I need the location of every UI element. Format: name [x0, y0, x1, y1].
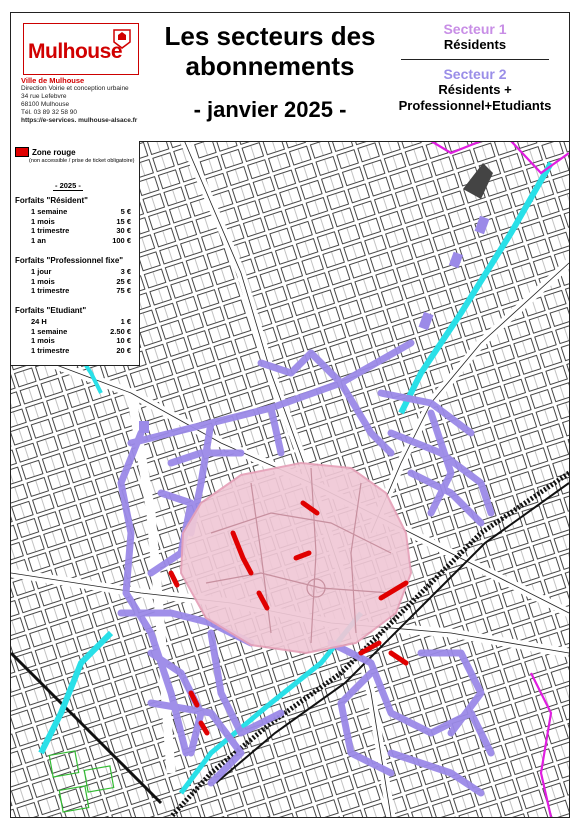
price-value: 3 € [120, 267, 131, 276]
tariff-year: - 2025 - [55, 181, 81, 190]
group-title: Forfaits "Professionnel fixe" [15, 256, 124, 265]
price-label: 1 mois [31, 216, 55, 226]
group-title: Forfaits "Etudiant" [15, 306, 87, 315]
forfaits-etudiant [15, 306, 135, 355]
city-emblem-icon [112, 28, 132, 50]
org-name: Ville de Mulhouse [21, 76, 85, 85]
sector-divider [401, 59, 549, 60]
org-street: 34 rue Lefebvre [21, 93, 67, 100]
price-row [15, 327, 135, 337]
mulhouse-logo [23, 23, 139, 75]
org-tel: Tél. 03 89 32 58 90 [21, 109, 78, 116]
pricing-legend [11, 141, 140, 366]
price-row [15, 336, 135, 346]
price-row [15, 236, 135, 246]
price-row [15, 346, 135, 356]
map-frame [10, 12, 570, 818]
price-value: 30 € [116, 226, 131, 235]
secteur-2-desc-line-2: Professionnel+Etudiants [398, 98, 552, 113]
price-value: 75 € [116, 286, 131, 295]
price-label: 1 trimestre [31, 345, 70, 355]
forfaits-resident [15, 196, 135, 245]
secteur-1-desc: Résidents [443, 37, 507, 52]
price-value: 25 € [116, 276, 131, 286]
price-value: 100 € [112, 235, 131, 245]
zone-rouge-legend [15, 147, 134, 164]
price-label: 1 an [31, 235, 47, 245]
logo-text: Mulhouse [28, 40, 122, 63]
zone-rouge-label: Zone rouge [32, 147, 76, 157]
price-row [15, 286, 135, 296]
price-value: 2.50 € [110, 326, 131, 336]
title-line-2: abonnements [185, 51, 355, 81]
price-row [15, 317, 135, 327]
group-title: Forfaits "Résident" [15, 196, 88, 205]
sector-legend [383, 21, 567, 114]
price-label: 1 semaine [31, 207, 68, 216]
org-city: 68100 Mulhouse [21, 101, 70, 108]
price-label: 1 trimestre [31, 286, 70, 295]
price-value: 10 € [116, 336, 131, 345]
organisation-info [21, 77, 137, 125]
price-label: 1 trimestre [31, 226, 70, 235]
zone-rouge-note: (non accessible / prise de ticket obligatoire) [29, 158, 135, 165]
secteur-2-name: Secteur 2 [443, 66, 507, 82]
price-value: 5 € [120, 207, 131, 216]
price-label: 1 jour [31, 267, 52, 276]
price-value: 1 € [120, 317, 131, 326]
price-label: 1 mois [31, 336, 55, 345]
price-row [15, 277, 135, 287]
org-website-link[interactable]: https://e-services. mulhouse-alsace.fr [21, 117, 138, 124]
price-label: 1 mois [31, 276, 55, 286]
price-row [15, 267, 135, 277]
date-subtitle: - janvier 2025 - [193, 97, 347, 122]
price-label: 1 semaine [31, 326, 68, 336]
zone-rouge-swatch [15, 147, 29, 157]
page-title [141, 21, 399, 81]
price-row [15, 207, 135, 217]
price-value: 15 € [116, 216, 131, 226]
price-row [15, 217, 135, 227]
secteur-2-desc-line-1: Résidents + [438, 82, 512, 97]
forfaits-professionnel [15, 256, 135, 296]
price-row [15, 226, 135, 236]
org-dept: Direction Voirie et conception urbaine [21, 85, 129, 92]
title-line-1: Les secteurs des [164, 21, 376, 51]
header-panel [11, 13, 569, 142]
price-value: 20 € [116, 345, 131, 355]
price-label: 24 H [31, 317, 47, 326]
secteur-1-name: Secteur 1 [443, 21, 507, 37]
